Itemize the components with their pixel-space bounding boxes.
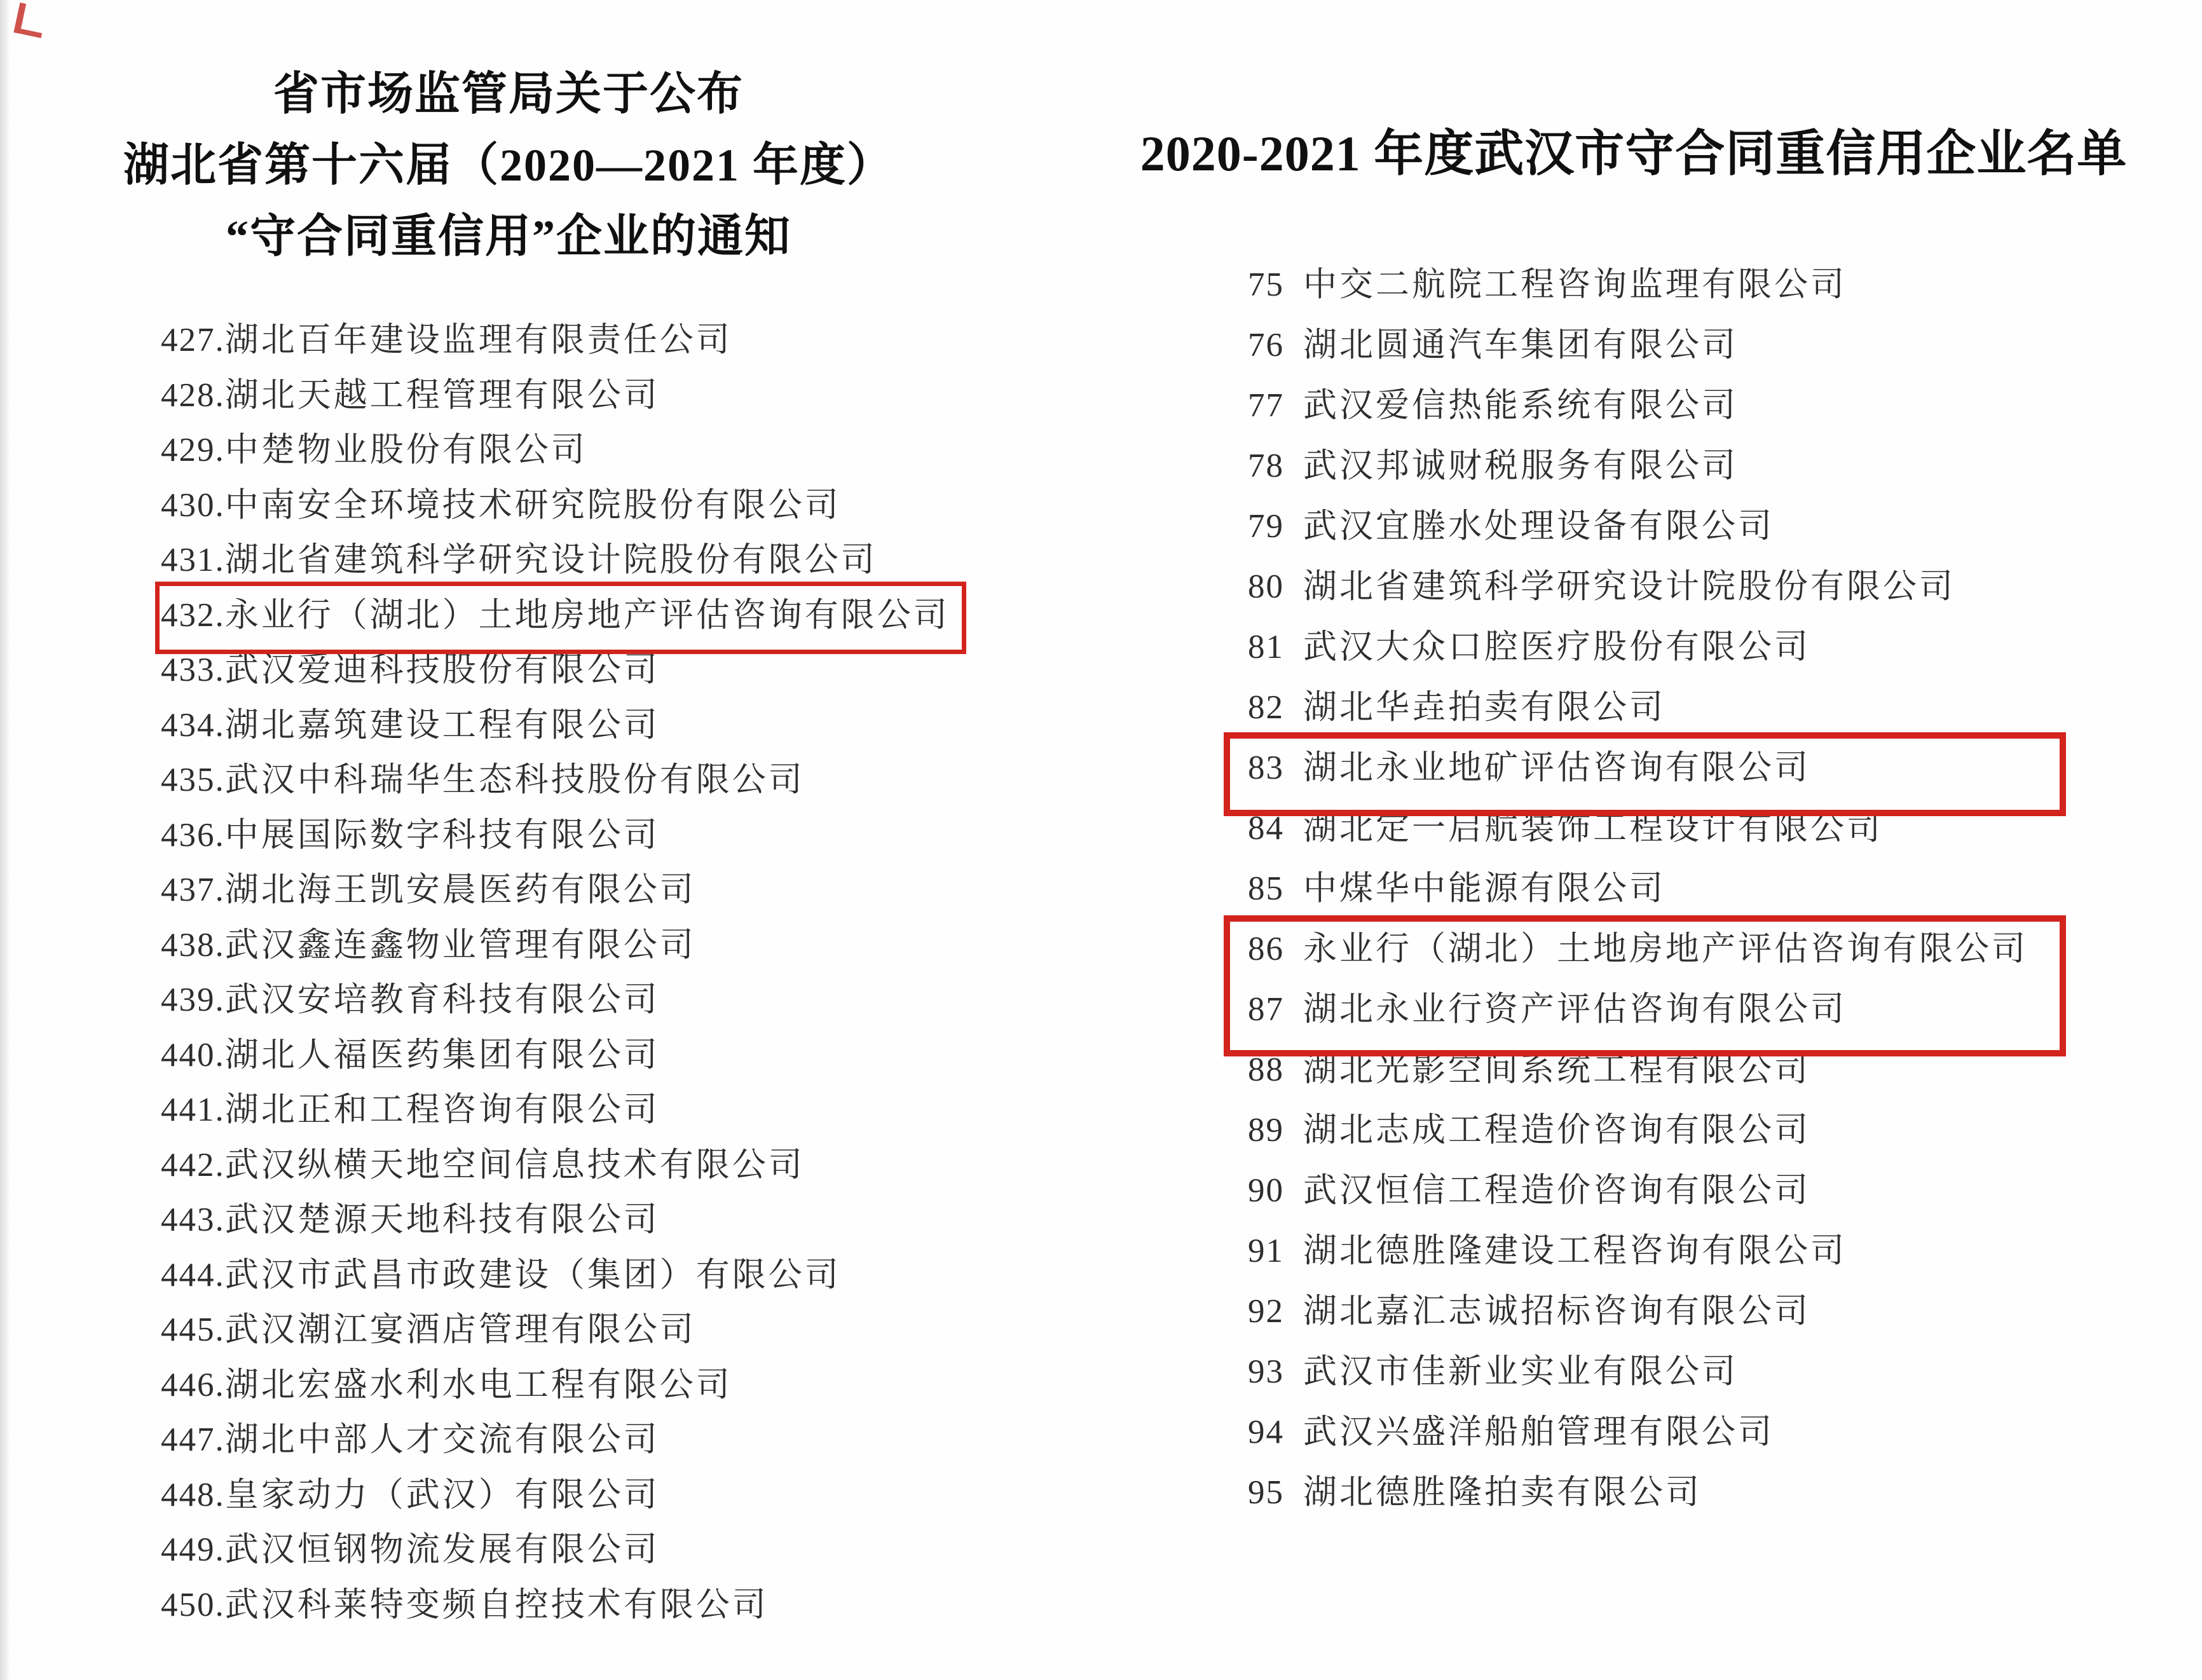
company-row-83 — [1248, 738, 2028, 798]
company-row-78 — [1248, 436, 2028, 496]
company-name: 中南安全环境技术研究院股份有限公司 — [224, 486, 841, 524]
company-row-450 — [161, 1578, 950, 1633]
company-name: 永业行（湖北）土地房地产评估咨询有限公司 — [224, 596, 950, 634]
company-row-88 — [1248, 1040, 2028, 1100]
row-number: 90 — [1248, 1172, 1284, 1209]
company-name: 皇家动力（武汉）有限公司 — [224, 1476, 660, 1513]
company-name: 武汉潮江宴酒店管理有限公司 — [224, 1311, 696, 1348]
company-name: 武汉安培教育科技有限公司 — [224, 981, 660, 1018]
company-row-94 — [1248, 1402, 2028, 1463]
company-name: 武汉鑫连鑫物业管理有限公司 — [224, 926, 696, 964]
company-row-90 — [1248, 1161, 2028, 1221]
row-number: 432. — [161, 596, 225, 634]
company-name: 湖北定一启航装饰工程设计有限公司 — [1303, 810, 1883, 847]
row-number: 94 — [1248, 1414, 1284, 1451]
company-name: 湖北华垚拍卖有限公司 — [1303, 689, 1665, 726]
company-row-75 — [1248, 255, 2028, 315]
company-row-442 — [161, 1138, 950, 1193]
company-row-444 — [161, 1248, 950, 1303]
row-number: 444. — [161, 1256, 225, 1294]
row-number: 447. — [161, 1421, 225, 1458]
company-name: 中煤华中能源有限公司 — [1303, 870, 1665, 907]
row-number: 438. — [161, 926, 225, 964]
row-number: 81 — [1248, 629, 1284, 666]
company-name: 武汉兴盛洋船舶管理有限公司 — [1303, 1414, 1774, 1451]
left-document-title — [76, 58, 941, 272]
company-row-81 — [1248, 617, 2028, 678]
company-name: 武汉楚源天地科技有限公司 — [224, 1201, 660, 1238]
company-name: 湖北德胜隆建设工程咨询有限公司 — [1303, 1233, 1847, 1269]
company-row-80 — [1248, 557, 2028, 617]
company-row-439 — [161, 973, 950, 1028]
company-name: 湖北人福医药集团有限公司 — [224, 1036, 660, 1074]
company-row-448 — [161, 1468, 950, 1523]
row-number: 80 — [1248, 568, 1284, 605]
row-number: 75 — [1248, 266, 1284, 303]
row-number: 428. — [161, 376, 225, 414]
company-row-443 — [161, 1192, 950, 1248]
row-number: 445. — [161, 1311, 225, 1348]
company-name: 湖北宏盛水利水电工程有限公司 — [224, 1366, 732, 1403]
row-number: 431. — [161, 542, 225, 578]
row-number: 77 — [1248, 387, 1284, 424]
row-number: 427. — [161, 322, 225, 359]
company-name: 武汉科莱特变频自控技术有限公司 — [224, 1586, 769, 1623]
company-name: 武汉恒钢物流发展有限公司 — [224, 1531, 660, 1568]
row-number: 440. — [161, 1036, 225, 1074]
company-name: 湖北省建筑科学研究设计院股份有限公司 — [1303, 568, 1955, 605]
row-number: 79 — [1248, 508, 1284, 545]
left-title-line-1: 省市场监管局关于公布 — [273, 69, 744, 120]
company-name: 武汉纵横天地空间信息技术有限公司 — [224, 1146, 805, 1184]
row-number: 443. — [161, 1201, 225, 1238]
company-name: 武汉爱信热能系统有限公司 — [1303, 387, 1738, 424]
company-row-95 — [1248, 1463, 2028, 1523]
company-row-86 — [1248, 919, 2028, 980]
company-name: 武汉大众口腔医疗股份有限公司 — [1303, 629, 1810, 666]
company-name: 武汉中科瑞华生态科技股份有限公司 — [224, 761, 805, 798]
row-number: 84 — [1248, 810, 1284, 847]
left-title-line-3: “守合同重信用”企业的通知 — [225, 211, 791, 262]
row-number: 95 — [1248, 1474, 1284, 1511]
row-number: 89 — [1248, 1112, 1284, 1149]
company-row-435 — [161, 753, 950, 808]
company-row-434 — [161, 698, 950, 753]
company-row-91 — [1248, 1221, 2028, 1281]
company-row-436 — [161, 808, 950, 863]
row-number: 450. — [161, 1586, 225, 1623]
company-row-446 — [161, 1358, 950, 1413]
scan-artifact-red-mark — [13, 3, 47, 38]
company-row-438 — [161, 918, 950, 973]
company-name: 湖北天越工程管理有限公司 — [224, 376, 660, 414]
company-row-79 — [1248, 496, 2028, 557]
company-row-77 — [1248, 376, 2028, 436]
company-name: 中交二航院工程咨询监理有限公司 — [1303, 266, 1847, 303]
company-row-89 — [1248, 1100, 2028, 1161]
row-number: 434. — [161, 706, 225, 744]
company-name: 武汉市佳新业实业有限公司 — [1303, 1353, 1738, 1390]
company-row-87 — [1248, 980, 2028, 1040]
company-name: 永业行（湖北）土地房地产评估咨询有限公司 — [1303, 931, 2028, 967]
row-number: 85 — [1248, 870, 1284, 907]
company-name: 湖北圆通汽车集团有限公司 — [1303, 327, 1738, 364]
row-number: 83 — [1248, 749, 1284, 786]
row-number: 93 — [1248, 1353, 1284, 1390]
row-number: 429. — [161, 432, 225, 468]
company-name: 湖北正和工程咨询有限公司 — [224, 1091, 660, 1128]
company-name: 武汉恒信工程造价咨询有限公司 — [1303, 1172, 1810, 1209]
company-name: 中楚物业股份有限公司 — [224, 432, 587, 468]
row-number: 435. — [161, 761, 225, 798]
row-number: 449. — [161, 1531, 225, 1568]
company-row-85 — [1248, 859, 2028, 919]
scan-edge-shadow — [0, 0, 10, 1680]
row-number: 88 — [1248, 1051, 1284, 1088]
company-row-433 — [161, 643, 950, 698]
company-row-449 — [161, 1522, 950, 1578]
left-title-line-2: 湖北省第十六届（2020—2021 年度） — [123, 140, 894, 191]
company-name: 武汉市武昌市政建设（集团）有限公司 — [224, 1256, 841, 1294]
company-name: 湖北永业行资产评估咨询有限公司 — [1303, 991, 1847, 1028]
row-number: 91 — [1248, 1233, 1284, 1269]
company-name: 湖北永业地矿评估咨询有限公司 — [1303, 749, 1810, 786]
company-name: 湖北嘉汇志诚招标咨询有限公司 — [1303, 1293, 1810, 1330]
company-row-445 — [161, 1302, 950, 1358]
row-number: 430. — [161, 486, 225, 524]
company-row-82 — [1248, 678, 2028, 738]
company-name: 湖北百年建设监理有限责任公司 — [224, 322, 732, 359]
row-number: 76 — [1248, 327, 1284, 364]
wuhan-company-list — [1248, 255, 2028, 1523]
company-name: 武汉宜塍水处理设备有限公司 — [1303, 508, 1774, 545]
company-row-92 — [1248, 1281, 2028, 1342]
provincial-company-list — [161, 313, 950, 1632]
row-number: 92 — [1248, 1293, 1284, 1330]
row-number: 78 — [1248, 447, 1284, 484]
company-row-440 — [161, 1028, 950, 1083]
company-row-428 — [161, 368, 950, 423]
row-number: 87 — [1248, 991, 1284, 1028]
company-row-432 — [161, 588, 950, 643]
company-name: 武汉邦诚财税服务有限公司 — [1303, 447, 1738, 484]
company-row-437 — [161, 863, 950, 918]
company-row-93 — [1248, 1342, 2028, 1402]
company-row-430 — [161, 478, 950, 533]
company-name: 中展国际数字科技有限公司 — [224, 816, 660, 854]
row-number: 437. — [161, 871, 225, 908]
company-row-431 — [161, 533, 950, 588]
right-document-title: 2020-2021 年度武汉市守合同重信用企业名单 — [1140, 126, 2128, 181]
company-name: 湖北中部人才交流有限公司 — [224, 1421, 660, 1458]
company-name: 湖北光影空间系统工程有限公司 — [1303, 1051, 1810, 1088]
row-number: 446. — [161, 1366, 225, 1403]
company-row-441 — [161, 1082, 950, 1138]
row-number: 442. — [161, 1146, 225, 1184]
row-number: 86 — [1248, 931, 1284, 967]
company-name: 湖北海王凯安晨医药有限公司 — [224, 871, 696, 908]
company-row-447 — [161, 1412, 950, 1468]
company-row-76 — [1248, 315, 2028, 376]
company-row-427 — [161, 313, 950, 368]
company-name: 湖北德胜隆拍卖有限公司 — [1303, 1474, 1702, 1511]
row-number: 439. — [161, 981, 225, 1018]
company-name: 湖北志成工程造价咨询有限公司 — [1303, 1112, 1810, 1149]
row-number: 82 — [1248, 689, 1284, 726]
company-name: 武汉爱迪科技股份有限公司 — [224, 652, 660, 688]
row-number: 433. — [161, 652, 225, 688]
row-number: 448. — [161, 1476, 225, 1513]
company-row-429 — [161, 423, 950, 478]
company-row-84 — [1248, 798, 2028, 859]
row-number: 441. — [161, 1091, 225, 1128]
row-number: 436. — [161, 816, 225, 854]
company-name: 湖北嘉筑建设工程有限公司 — [224, 706, 660, 744]
company-name: 湖北省建筑科学研究设计院股份有限公司 — [224, 542, 877, 578]
